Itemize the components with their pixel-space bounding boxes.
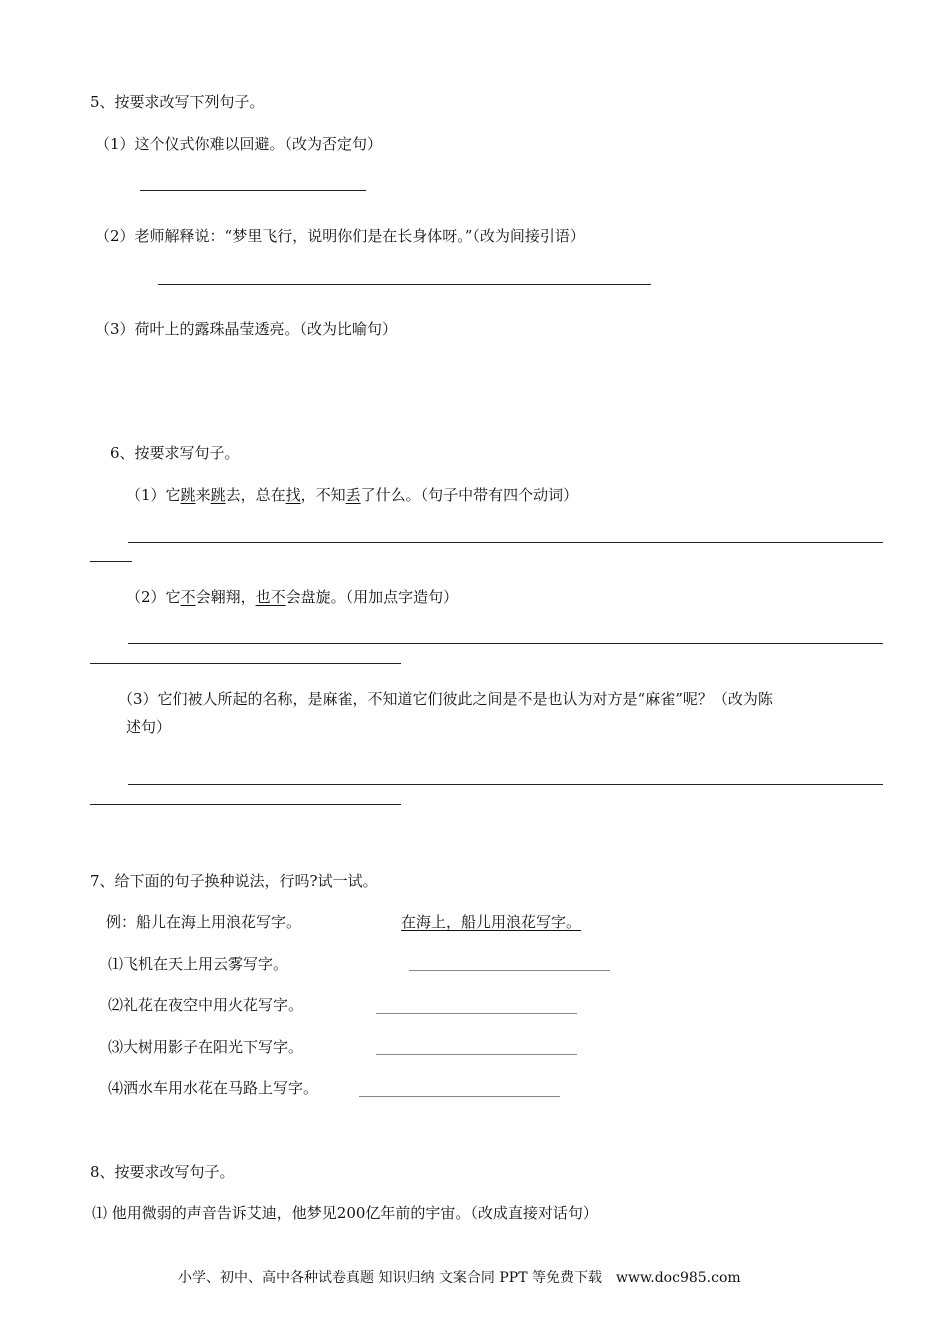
q8-title: 8、按要求改写句子。	[90, 1163, 235, 1181]
q5-item2: （2）老师解释说：“梦里飞行，说明你们是在长身体呀。”（改为间接引语）	[95, 227, 585, 245]
q5-item3: （3）荷叶上的露珠晶莹透亮。（改为比喻句）	[95, 320, 398, 338]
q7-item2-answer-line[interactable]	[376, 1013, 577, 1014]
q6-item3-line1: （3）它们被人所起的名称，是麻雀，不知道它们彼此之间是不是也认为对方是“麻雀”呢？（改为陈	[118, 690, 773, 708]
q7-item1-answer-line[interactable]	[409, 970, 610, 971]
q6-item3-answer-line-cont[interactable]	[90, 804, 401, 805]
q6-item2: （2）它不会翱翔，也不会盘旋。（用加点字造句）	[126, 588, 459, 606]
q6-title: 6、按要求写句子。	[110, 444, 240, 462]
q5-item2-answer-line[interactable]	[158, 284, 651, 285]
q7-title: 7、给下面的句子换种说法，行吗?试一试。	[90, 872, 378, 890]
q6-item3-line2: 述句）	[126, 718, 172, 736]
q6-item1-answer-line-cont[interactable]	[90, 561, 132, 562]
q6-item2-answer-line-cont[interactable]	[90, 663, 401, 664]
q7-item2: ⑵礼花在夜空中用火花写字。	[108, 996, 304, 1014]
page-footer: 小学、初中、高中各种试卷真题 知识归纳 文案合同 PPT 等免费下载 www.doc985.com	[178, 1270, 741, 1286]
q8-item1: ⑴ 他用微弱的声音告诉艾迪，他梦见200亿年前的宇宙。（改成直接对话句）	[92, 1204, 598, 1222]
q5-item1-answer-line[interactable]	[140, 190, 366, 191]
q5-title: 5、按要求改写下列句子。	[90, 93, 265, 111]
q6-item1-answer-line[interactable]	[128, 542, 883, 543]
q7-item3-answer-line[interactable]	[376, 1054, 577, 1055]
q7-item4: ⑷洒水车用水花在马路上写字。	[108, 1079, 319, 1097]
q7-item3: ⑶大树用影子在阳光下写字。	[108, 1038, 304, 1056]
q6-item3-answer-line[interactable]	[128, 784, 883, 785]
q7-example-prompt: 例：船儿在海上用浪花写字。	[106, 913, 302, 931]
q7-item4-answer-line[interactable]	[359, 1096, 560, 1097]
q6-item2-answer-line[interactable]	[128, 643, 883, 644]
q7-item1: ⑴飞机在天上用云雾写字。	[108, 955, 289, 973]
q5-item1: （1）这个仪式你难以回避。（改为否定句）	[95, 135, 383, 153]
q7-example-answer: 在海上，船儿用浪花写字。	[401, 913, 582, 931]
q6-item1: （1）它跳来跳去，总在找，不知丢了什么。（句子中带有四个动词）	[126, 486, 579, 504]
